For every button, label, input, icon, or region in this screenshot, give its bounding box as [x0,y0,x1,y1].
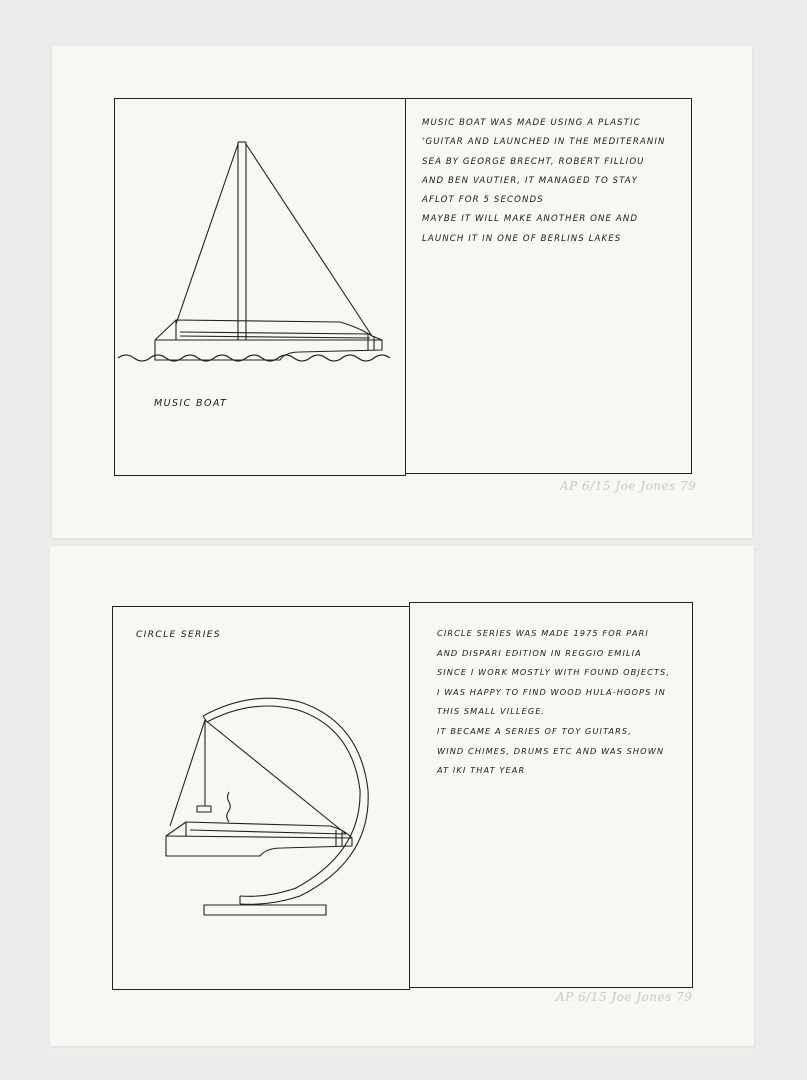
text-line: IT BECAME A SERIES OF TOY GUITARS, [437,725,632,736]
text-line: MUSIC BOAT WAS MADE USING A PLASTIC [422,118,641,128]
text-line: LAUNCH IT IN ONE OF BERLINS LAKES [422,233,622,244]
text-line: AT IKI THAT YEAR [437,765,526,776]
text-line: MAYBE IT WILL MAKE ANOTHER ONE AND [422,214,639,225]
top-signature: AP 6/15 Joe Jones 79 [560,479,697,493]
text-line: AND BEN VAUTIER, IT MANAGED TO STAY [422,175,639,186]
text-line: I WAS HAPPY TO FIND WOOD HULA-HOOPS IN [437,686,666,697]
text-line: CIRCLE SERIES WAS MADE 1975 FOR PARI [437,628,649,638]
bottom-signature: AP 6/15 Joe Jones 79 [556,990,693,1004]
text-line: 'GUITAR AND LAUNCHED IN THE MEDITERANIN [422,137,666,148]
circle-series-text [437,624,670,781]
music-boat-caption: MUSIC BOAT [154,398,228,409]
text-line: AFLOT FOR 5 SECONDS [422,195,544,206]
circle-series-caption: CIRCLE SERIES [136,630,221,640]
text-line: THIS SMALL VILLEGE. [437,706,546,717]
text-line: WIND CHIMES, DRUMS ETC AND WAS SHOWN [437,745,665,756]
text-line: SINCE I WORK MOSTLY WITH FOUND OBJECTS, [437,667,671,678]
text-line: AND DISPARI EDITION IN REGGIO EMILIA [437,647,642,658]
text-line: SEA BY GEORGE BRECHT, ROBERT FILLIOU [422,156,645,167]
